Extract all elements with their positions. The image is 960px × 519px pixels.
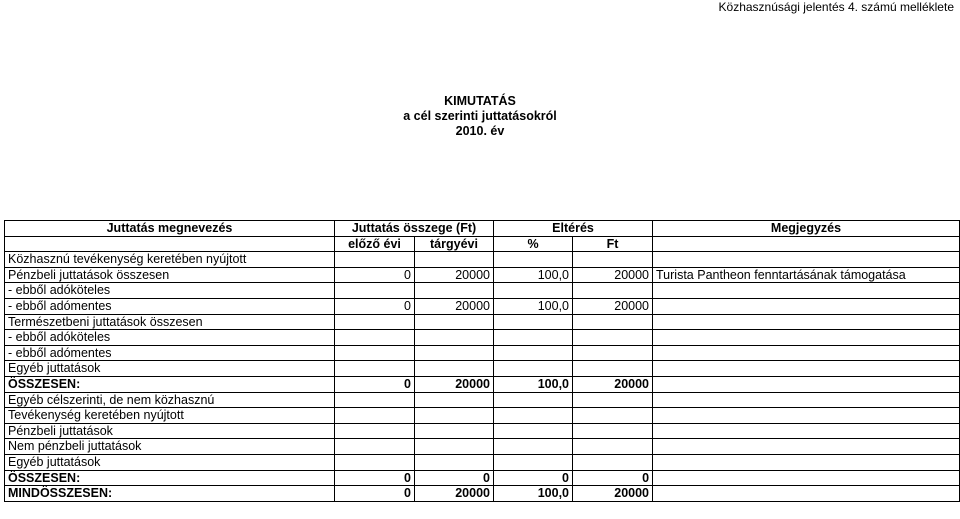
cell-pct: [494, 330, 573, 346]
cell-curr: 20000: [415, 298, 494, 314]
cell-note: [653, 423, 960, 439]
cell-note: [653, 314, 960, 330]
cell-name: Közhasznú tevékenység keretében nyújtott: [5, 252, 335, 268]
cell-ft: [573, 408, 653, 424]
cell-prev: 0: [335, 376, 415, 392]
cell-name: Egyéb juttatások: [5, 454, 335, 470]
cell-pct: [494, 314, 573, 330]
header-name: Juttatás megnevezés: [5, 221, 335, 237]
cell-pct: [494, 439, 573, 455]
cell-ft: [573, 314, 653, 330]
header-note: Megjegyzés: [653, 221, 960, 237]
cell-curr: [415, 314, 494, 330]
cell-prev: [335, 252, 415, 268]
cell-name: Nem pénzbeli juttatások: [5, 439, 335, 455]
cell-prev: [335, 283, 415, 299]
cell-name: Egyéb juttatások: [5, 361, 335, 377]
cell-name: - ebből adómentes: [5, 298, 335, 314]
header-empty: [5, 236, 335, 252]
header-row-1: [5, 221, 960, 237]
header-amount: Juttatás összege (Ft): [335, 221, 494, 237]
cell-note: [653, 470, 960, 486]
cell-prev: 0: [335, 470, 415, 486]
cell-note: [653, 252, 960, 268]
table-row: [5, 408, 960, 424]
cell-note: [653, 345, 960, 361]
cell-ft: 20000: [573, 486, 653, 502]
cell-prev: [335, 439, 415, 455]
table-row: [5, 361, 960, 377]
cell-note: [653, 486, 960, 502]
table-row: [5, 283, 960, 299]
cell-pct: 0: [494, 470, 573, 486]
cell-name: Természetbeni juttatások összesen: [5, 314, 335, 330]
cell-pct: [494, 283, 573, 299]
benefits-table: [4, 220, 960, 502]
cell-curr: [415, 439, 494, 455]
cell-note: [653, 283, 960, 299]
table-row: [5, 376, 960, 392]
cell-note: [653, 361, 960, 377]
table-row: [5, 486, 960, 502]
cell-prev: [335, 408, 415, 424]
header-empty: [653, 236, 960, 252]
cell-ft: 20000: [573, 376, 653, 392]
cell-pct: 100,0: [494, 486, 573, 502]
cell-prev: 0: [335, 267, 415, 283]
cell-curr: 0: [415, 470, 494, 486]
header-ft: Ft: [573, 236, 653, 252]
cell-pct: [494, 252, 573, 268]
table-row: [5, 345, 960, 361]
cell-prev: [335, 423, 415, 439]
header-pct: %: [494, 236, 573, 252]
table-row: [5, 252, 960, 268]
cell-name: Pénzbeli juttatások összesen: [5, 267, 335, 283]
cell-curr: 20000: [415, 376, 494, 392]
table-row: [5, 298, 960, 314]
cell-name: MINDÖSSZESEN:: [5, 486, 335, 502]
cell-curr: [415, 392, 494, 408]
cell-name: - ebből adómentes: [5, 345, 335, 361]
cell-prev: [335, 330, 415, 346]
cell-note: [653, 298, 960, 314]
cell-prev: [335, 314, 415, 330]
cell-prev: [335, 361, 415, 377]
cell-pct: 100,0: [494, 376, 573, 392]
cell-curr: [415, 454, 494, 470]
cell-name: Tevékenység keretében nyújtott: [5, 408, 335, 424]
cell-curr: 20000: [415, 267, 494, 283]
table-row: [5, 423, 960, 439]
cell-curr: [415, 252, 494, 268]
table-row: [5, 314, 960, 330]
table-row: [5, 439, 960, 455]
cell-prev: 0: [335, 486, 415, 502]
cell-name: ÖSSZESEN:: [5, 376, 335, 392]
table-row: [5, 267, 960, 283]
header-diff: Eltérés: [494, 221, 653, 237]
cell-ft: [573, 330, 653, 346]
cell-curr: [415, 283, 494, 299]
cell-note: [653, 454, 960, 470]
cell-ft: [573, 392, 653, 408]
header-prev: előző évi: [335, 236, 415, 252]
header-curr: tárgyévi: [415, 236, 494, 252]
cell-name: Egyéb célszerinti, de nem közhasznú: [5, 392, 335, 408]
cell-pct: 100,0: [494, 267, 573, 283]
cell-curr: [415, 423, 494, 439]
cell-note: Turista Pantheon fenntartásának támogatása: [653, 267, 960, 283]
table-row: [5, 454, 960, 470]
table-row: [5, 392, 960, 408]
cell-prev: [335, 392, 415, 408]
cell-name: ÖSSZESEN:: [5, 470, 335, 486]
cell-curr: [415, 330, 494, 346]
cell-ft: [573, 454, 653, 470]
cell-prev: 0: [335, 298, 415, 314]
cell-ft: 20000: [573, 298, 653, 314]
cell-prev: [335, 345, 415, 361]
cell-ft: [573, 345, 653, 361]
table-row: [5, 470, 960, 486]
cell-pct: [494, 361, 573, 377]
document-subtitle: a cél szerinti juttatásokról: [403, 109, 557, 123]
table-row: [5, 330, 960, 346]
cell-pct: [494, 392, 573, 408]
cell-pct: [494, 408, 573, 424]
cell-ft: [573, 252, 653, 268]
cell-curr: 20000: [415, 486, 494, 502]
annex-label: Közhasznúsági jelentés 4. számú melléklete: [718, 0, 954, 14]
cell-name: - ebből adóköteles: [5, 330, 335, 346]
cell-ft: 20000: [573, 267, 653, 283]
header-row-2: [5, 236, 960, 252]
cell-name: Pénzbeli juttatások: [5, 423, 335, 439]
cell-note: [653, 408, 960, 424]
cell-pct: 100,0: [494, 298, 573, 314]
document-title: KIMUTATÁS: [444, 94, 516, 108]
cell-ft: [573, 439, 653, 455]
cell-pct: [494, 423, 573, 439]
cell-ft: 0: [573, 470, 653, 486]
cell-pct: [494, 345, 573, 361]
cell-curr: [415, 345, 494, 361]
cell-prev: [335, 454, 415, 470]
cell-ft: [573, 361, 653, 377]
cell-note: [653, 330, 960, 346]
cell-note: [653, 392, 960, 408]
cell-curr: [415, 361, 494, 377]
cell-pct: [494, 454, 573, 470]
cell-ft: [573, 283, 653, 299]
cell-curr: [415, 408, 494, 424]
cell-name: - ebből adóköteles: [5, 283, 335, 299]
document-year: 2010. év: [455, 124, 505, 138]
cell-ft: [573, 423, 653, 439]
cell-note: [653, 376, 960, 392]
cell-note: [653, 439, 960, 455]
